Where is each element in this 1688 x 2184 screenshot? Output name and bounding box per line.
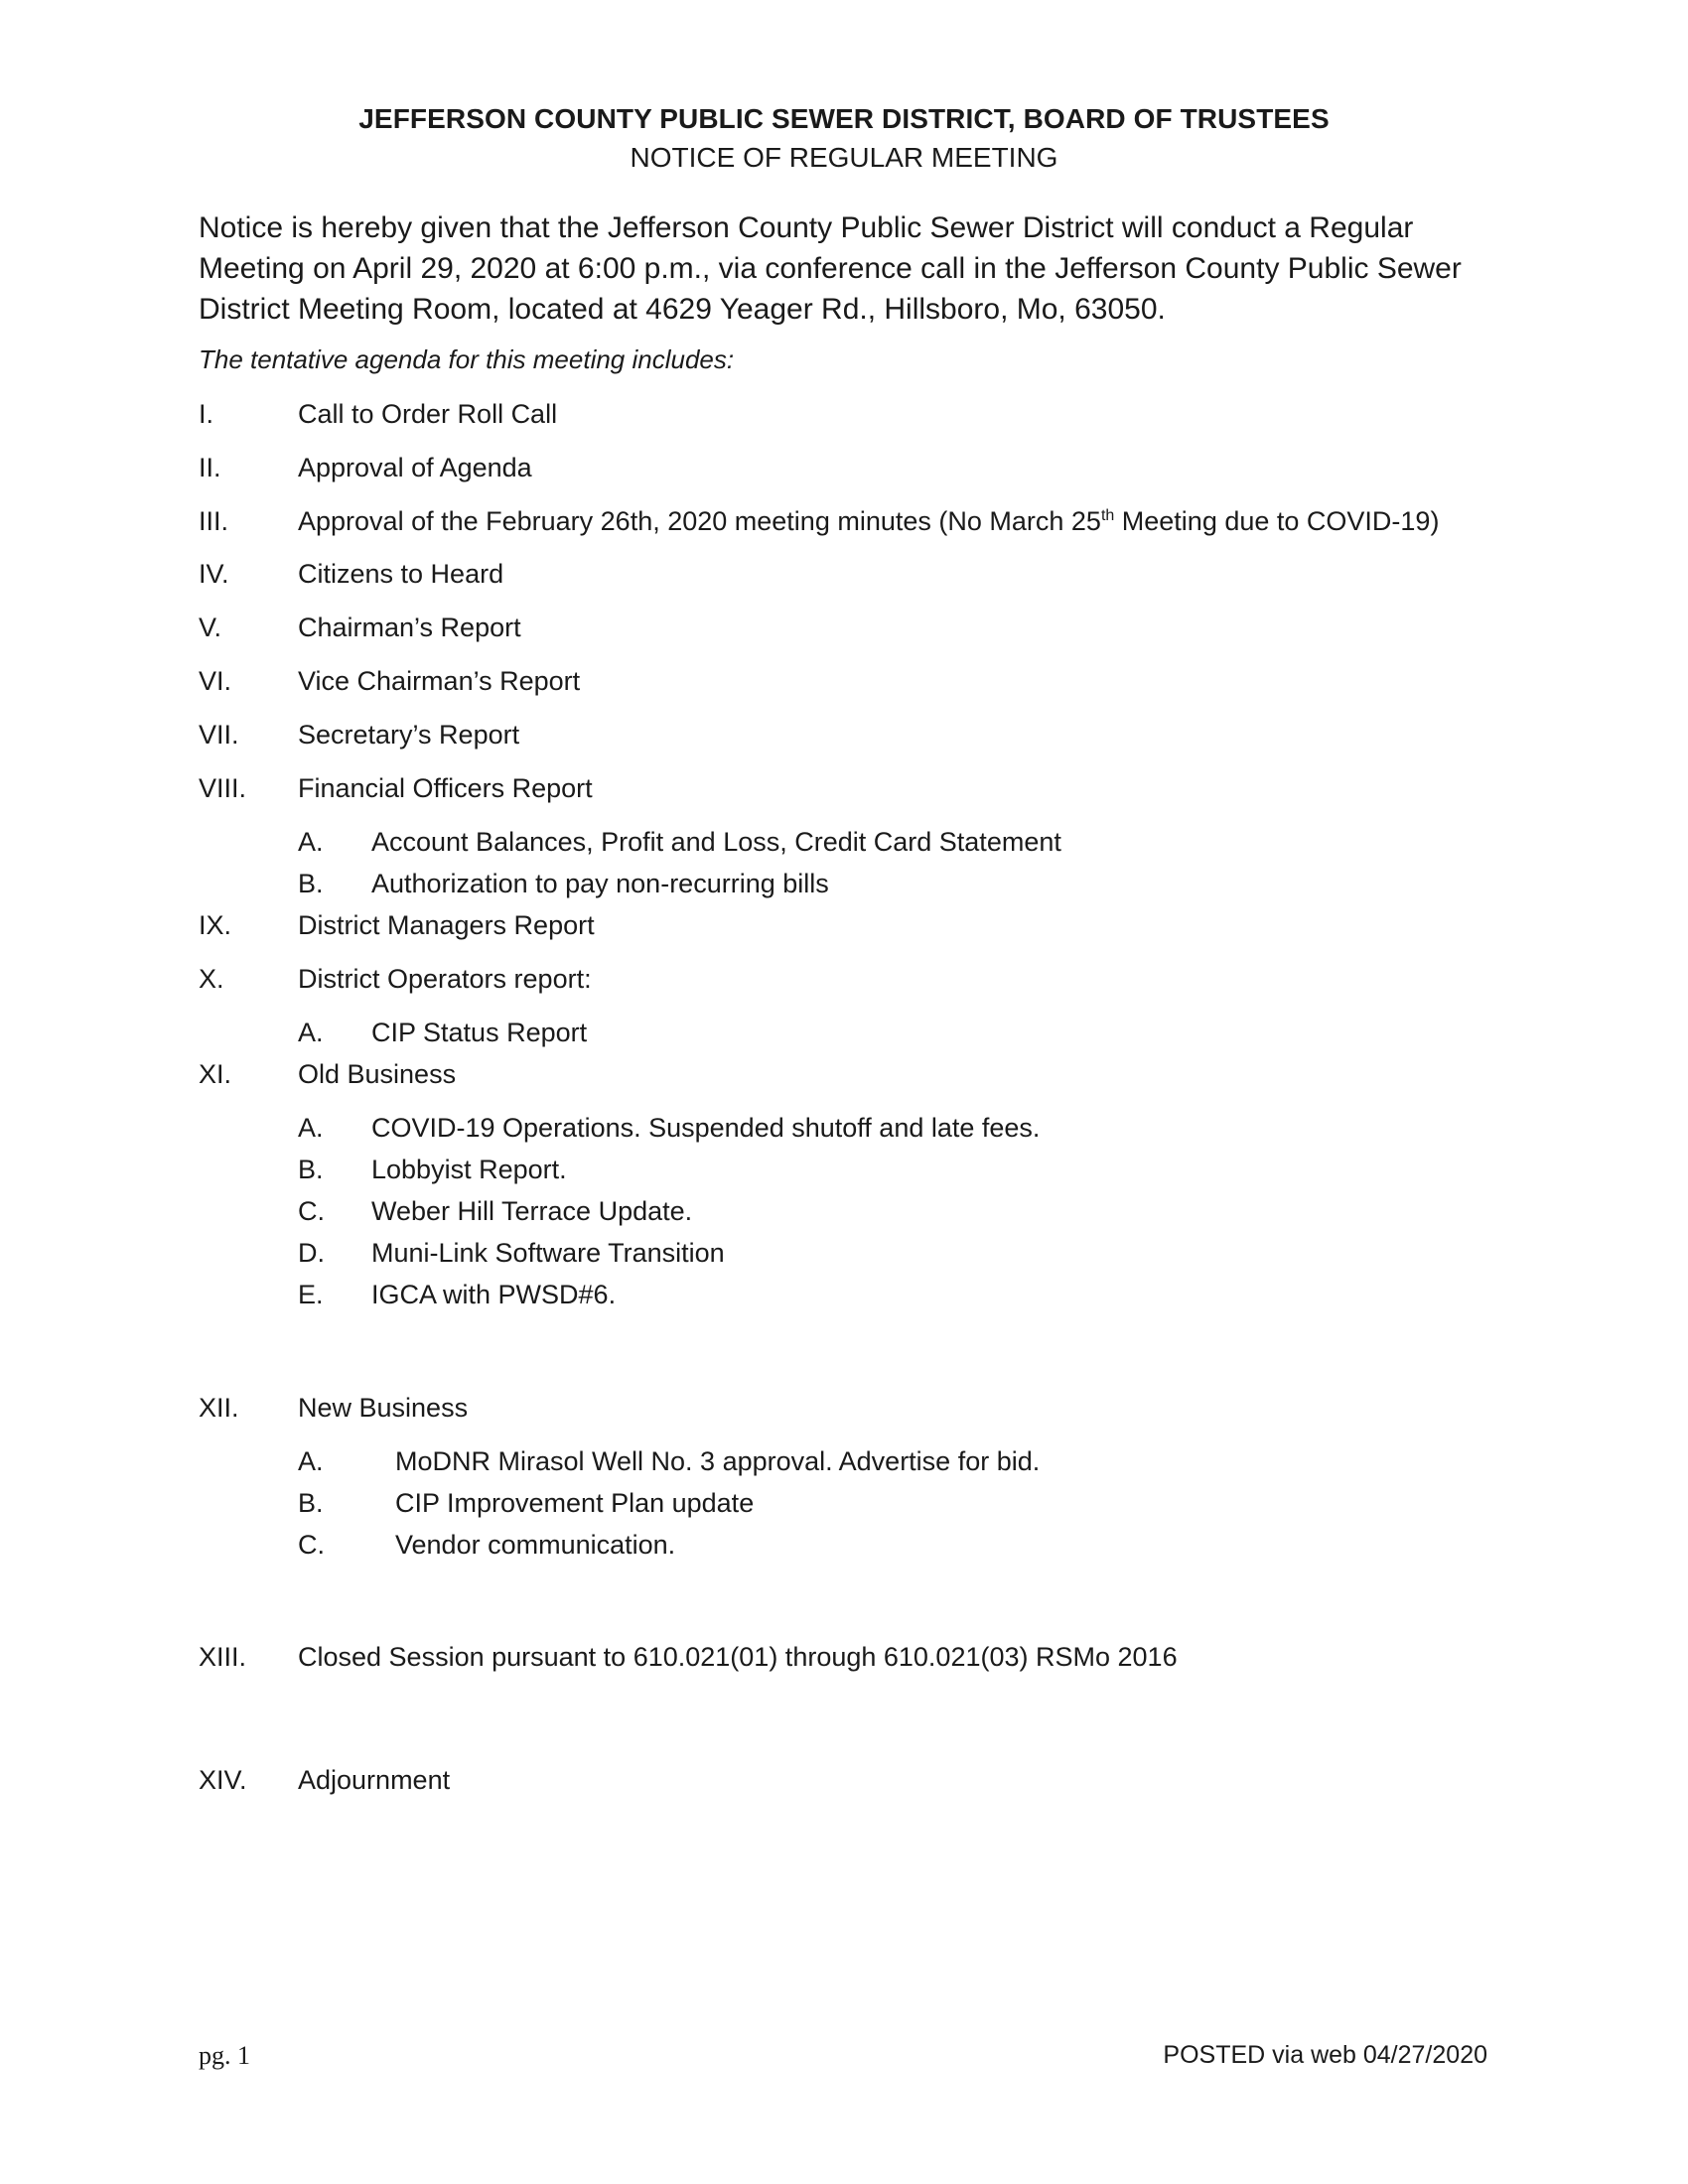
agenda-subletter: C. xyxy=(298,1530,325,1560)
agenda-item-text: Meeting due to COVID-19) xyxy=(1114,506,1440,536)
agenda-number: XIII. xyxy=(199,1642,247,1672)
posted-date: POSTED via web 04/27/2020 xyxy=(1163,2041,1487,2069)
agenda-item: Old Business xyxy=(298,1059,457,1089)
agenda-number: IX. xyxy=(199,910,232,940)
agenda-subletter: A. xyxy=(298,827,324,857)
agenda-number: V. xyxy=(199,613,222,642)
agenda-number: VII. xyxy=(199,720,239,750)
agenda-subitem: Muni-Link Software Transition xyxy=(371,1238,725,1268)
notice-line: District Meeting Room, located at 4629 Yeager Rd., Hillsboro, Mo, 63050. xyxy=(199,293,1166,326)
agenda-item: Adjournment xyxy=(298,1765,451,1795)
agenda-item: Approval of Agenda xyxy=(298,453,532,482)
agenda-item: Call to Order Roll Call xyxy=(298,399,558,429)
agenda-subitem: Vendor communication. xyxy=(395,1530,676,1560)
agenda-item: Secretary’s Report xyxy=(298,720,520,750)
agenda-subitem: COVID-19 Operations. Suspended shutoff and late fees. xyxy=(371,1113,1041,1143)
agenda-number: XI. xyxy=(199,1059,232,1089)
document-title: JEFFERSON COUNTY PUBLIC SEWER DISTRICT, BOARD OF TRUSTEES xyxy=(358,103,1330,134)
agenda-item: Closed Session pursuant to 610.021(01) through 610.021(03) RSMo 2016 xyxy=(298,1642,1178,1672)
agenda-subletter: B. xyxy=(298,1155,324,1184)
agenda-item: New Business xyxy=(298,1393,469,1423)
agenda-intro: The tentative agenda for this meeting includes: xyxy=(199,344,735,374)
agenda-subletter: B. xyxy=(298,869,324,898)
agenda-number: VI. xyxy=(199,666,232,696)
agenda-subletter: A. xyxy=(298,1018,324,1047)
page-number: pg. 1 xyxy=(199,2041,250,2070)
agenda-subitem: Account Balances, Profit and Loss, Credit Card Statement xyxy=(371,827,1061,857)
notice-line: Meeting on April 29, 2020 at 6:00 p.m., via conference call in the Jefferson County Public Sewer xyxy=(199,252,1462,285)
agenda-item-text: Approval of the February 26th, 2020 meeting minutes (No March 25 xyxy=(298,506,1101,536)
notice-paragraph xyxy=(199,207,1499,330)
agenda-item xyxy=(298,506,1439,537)
agenda-subitem: Weber Hill Terrace Update. xyxy=(371,1196,693,1226)
agenda-number: I. xyxy=(199,399,214,429)
agenda-number: X. xyxy=(199,964,224,994)
agenda-subletter: B. xyxy=(298,1488,324,1518)
agenda-item: Financial Officers Report xyxy=(298,773,593,803)
agenda-subitem: CIP Status Report xyxy=(371,1018,588,1047)
agenda-subitem: Authorization to pay non-recurring bills xyxy=(371,869,829,898)
agenda-subitem: Lobbyist Report. xyxy=(371,1155,567,1184)
agenda-number: XIV. xyxy=(199,1765,247,1795)
agenda-subitem: CIP Improvement Plan update xyxy=(395,1488,755,1518)
agenda-subletter: E. xyxy=(298,1280,324,1309)
agenda-item: Citizens to Heard xyxy=(298,559,504,589)
agenda-item: District Managers Report xyxy=(298,910,595,940)
agenda-subletter: C. xyxy=(298,1196,325,1226)
agenda-number: IV. xyxy=(199,559,229,589)
agenda-subletter: A. xyxy=(298,1113,324,1143)
notice-line: Notice is hereby given that the Jefferson County Public Sewer District will conduct a Regular xyxy=(199,211,1414,244)
agenda-number: II. xyxy=(199,453,221,482)
agenda-item: District Operators report: xyxy=(298,964,592,994)
agenda-subletter: A. xyxy=(298,1446,324,1476)
agenda-number: XII. xyxy=(199,1393,239,1423)
agenda-subitem: MoDNR Mirasol Well No. 3 approval. Advertise for bid. xyxy=(395,1446,1041,1476)
agenda-item: Chairman’s Report xyxy=(298,613,521,642)
agenda-subletter: D. xyxy=(298,1238,325,1268)
agenda-number: VIII. xyxy=(199,773,247,803)
agenda-number: III. xyxy=(199,506,229,536)
ordinal-suffix: th xyxy=(1100,507,1115,524)
document-subtitle: NOTICE OF REGULAR MEETING xyxy=(630,142,1058,173)
agenda-subitem: IGCA with PWSD#6. xyxy=(371,1280,617,1309)
agenda-item: Vice Chairman’s Report xyxy=(298,666,581,696)
